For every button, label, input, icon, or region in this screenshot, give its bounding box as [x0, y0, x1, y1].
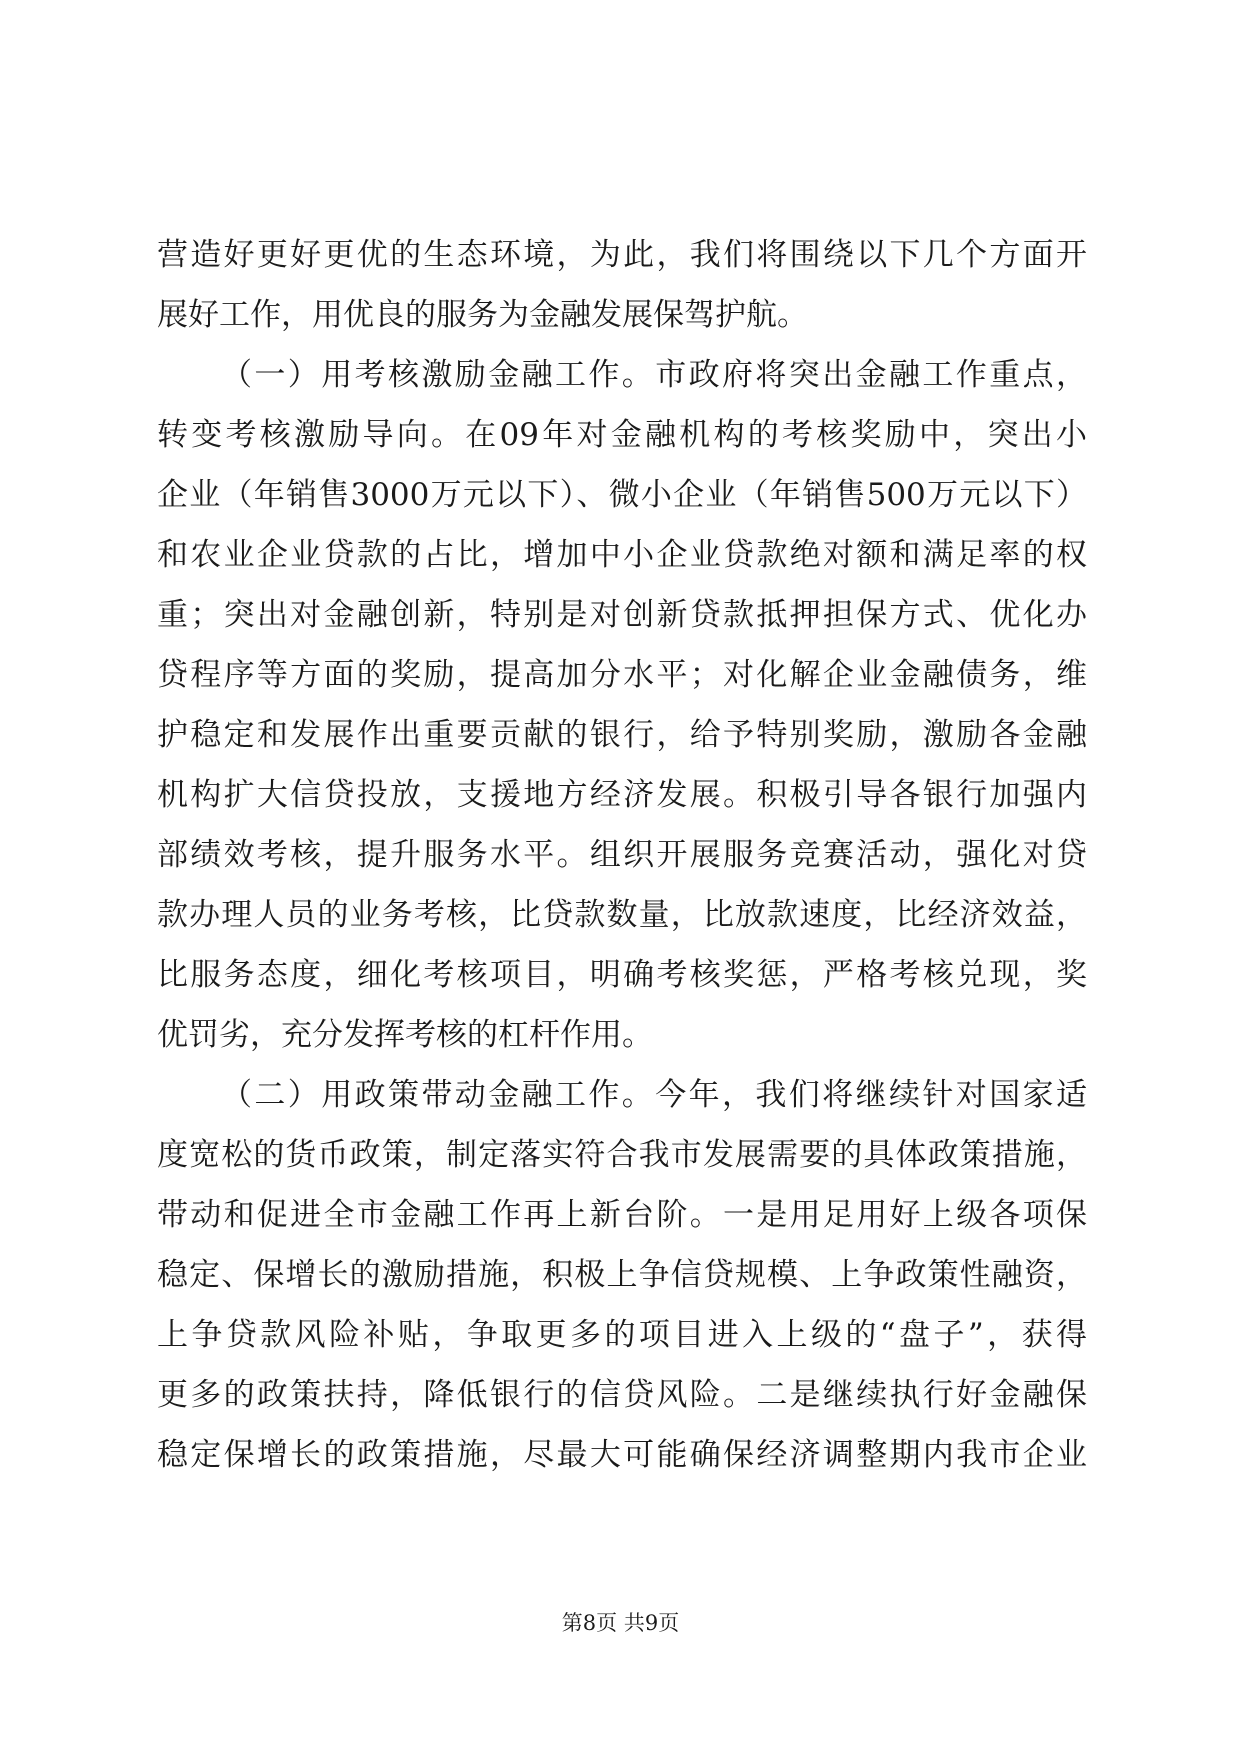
- text-line: 护稳定和发展作出重要贡献的银行，给予特别奖励，激励各金融: [157, 717, 1087, 753]
- text-line: 上争贷款风险补贴，争取更多的项目进入上级的“盘子”，获得: [157, 1317, 1087, 1353]
- text-line: 稳定、保增长的激励措施，积极上争信贷规模、上争政策性融资，: [157, 1257, 1087, 1293]
- text-line: 度宽松的货币政策，制定落实符合我市发展需要的具体政策措施，: [157, 1137, 1087, 1173]
- page-number: 第8页 共9页: [561, 1611, 680, 1635]
- text-line: 款办理人员的业务考核，比贷款数量，比放款速度，比经济效益，: [157, 897, 1087, 933]
- text-line: 优罚劣，充分发挥考核的杠杆作用。: [157, 1017, 653, 1053]
- text-line: 更多的政策扶持，降低银行的信贷风险。二是继续执行好金融保: [157, 1377, 1087, 1413]
- body-text: [157, 225, 1087, 1485]
- text-line-paragraph-start: （二）用政策带动金融工作。今年，我们将继续针对国家适: [221, 1077, 1087, 1113]
- text-line: 稳定保增长的政策措施，尽最大可能确保经济调整期内我市企业: [157, 1437, 1087, 1473]
- text-line: 贷程序等方面的奖励，提高加分水平；对化解企业金融债务，维: [157, 657, 1087, 693]
- text-line: 营造好更好更优的生态环境，为此，我们将围绕以下几个方面开: [157, 237, 1087, 273]
- text-line: 展好工作，用优良的服务为金融发展保驾护航。: [157, 297, 808, 333]
- text-line-paragraph-start: （一）用考核激励金融工作。市政府将突出金融工作重点，: [221, 357, 1087, 393]
- text-line: 比服务态度，细化考核项目，明确考核奖惩，严格考核兑现，奖: [157, 957, 1087, 993]
- text-line: 带动和促进全市金融工作再上新台阶。一是用足用好上级各项保: [157, 1197, 1087, 1233]
- page-footer: [0, 1608, 1241, 1638]
- text-line: 转变考核激励导向。在09年对金融机构的考核奖励中，突出小: [157, 417, 1087, 453]
- text-line: 机构扩大信贷投放，支援地方经济发展。积极引导各银行加强内: [157, 777, 1087, 813]
- text-line: 企业（年销售3000万元以下）、微小企业（年销售500万元以下）: [157, 477, 1087, 513]
- text-line: 重；突出对金融创新，特别是对创新贷款抵押担保方式、优化办: [157, 597, 1087, 633]
- text-line: 部绩效考核，提升服务水平。组织开展服务竞赛活动，强化对贷: [157, 837, 1087, 873]
- text-line: 和农业企业贷款的占比，增加中小企业贷款绝对额和满足率的权: [157, 537, 1087, 573]
